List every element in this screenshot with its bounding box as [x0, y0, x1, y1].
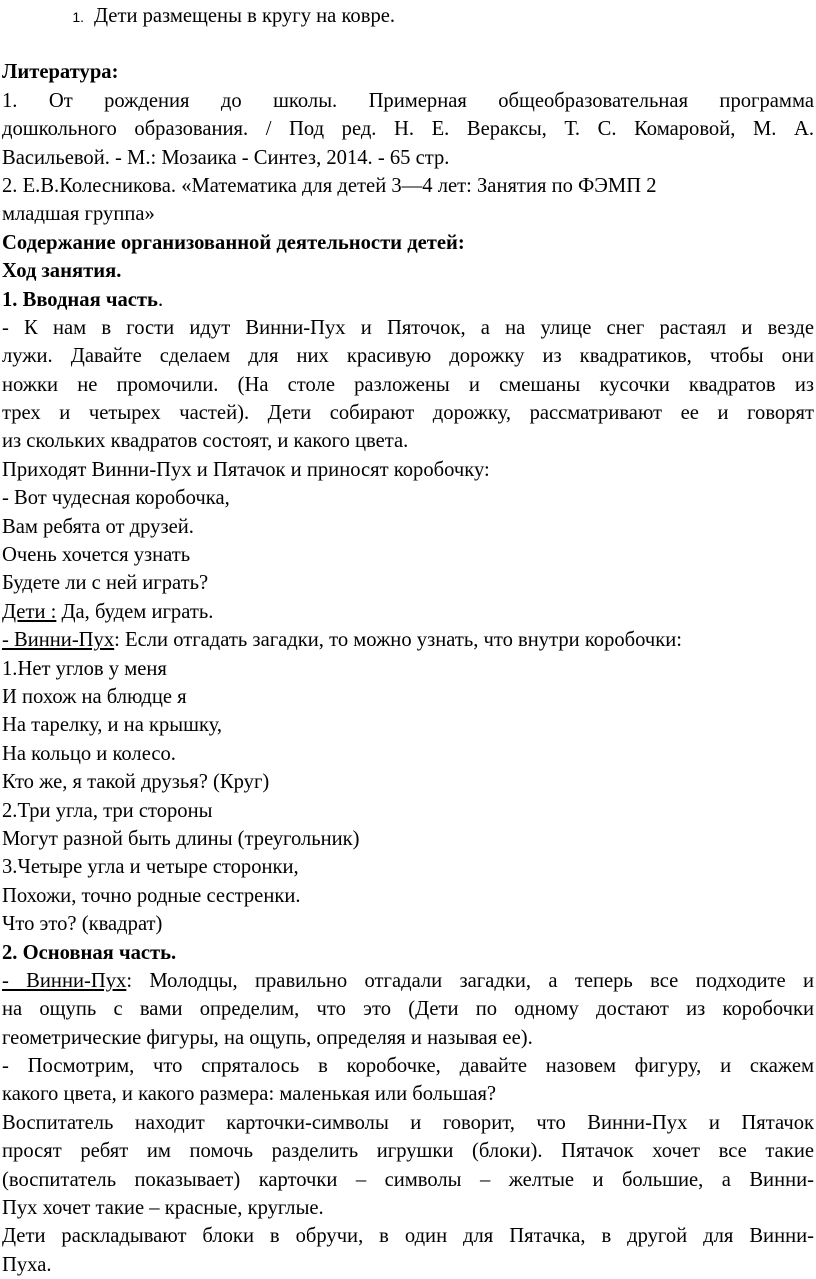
poem-line: Очень хочется узнать — [2, 544, 191, 567]
riddle-line: Кто же, я такой друзья? (Круг) — [2, 771, 270, 794]
winnie-riddle-intro — [2, 626, 816, 654]
content-heading: Содержание организованной деятельности детей: — [2, 231, 465, 254]
winnie-label: - Винни-Пух — [2, 629, 115, 652]
part-2-paragraph-line: Пуха. — [2, 1253, 52, 1276]
riddle-line: На кольцо и колесо. — [2, 742, 176, 765]
part-2-paragraph-line: (воспитатель показывает) карточки – символы – желтые и большие, а Винни- — [2, 1168, 814, 1191]
part-2-paragraph-line: - Посмотрим, что спряталось в коробочке, давайте назовем фигуру, и скажем — [2, 1055, 814, 1078]
part-1-paragraph-line: лужи. Давайте сделаем для них красивую дорожку из квадратиков, чтобы они — [2, 345, 814, 368]
part-2-paragraph-line: Дети раскладывают блоки в обручи, в один для Пятачка, в другой для Винни- — [2, 1225, 814, 1248]
part-2-paragraph-line: геометрические фигуры, на ощупь, определяя и называя ее). — [2, 1026, 533, 1049]
poem-line: Вам ребята от друзей. — [2, 515, 194, 538]
riddle-line: На тарелку, и на крышку, — [2, 714, 223, 737]
part-2-winnie-line — [2, 967, 814, 995]
riddle-line: Могут разной быть длины (треугольник) — [2, 827, 360, 850]
part-2-paragraph-line: Пух хочет такие – красные, круглые. — [2, 1197, 324, 1220]
literature-item-2-line-2: младшая группа» — [2, 203, 155, 226]
literature-item-2-line-1: 2. Е.В.Колесникова. «Математика для детей 3—4 лет: Занятия по ФЭМП 2 — [2, 174, 657, 197]
winnie-text: : Если отгадать загадки, то можно узнать, что внутри коробочки: — [114, 629, 683, 652]
literature-heading: Литература: — [2, 61, 119, 84]
list-number: 1. — [72, 9, 84, 25]
part-1-heading — [2, 286, 816, 314]
children-label: Дети : — [2, 600, 57, 623]
literature-item-1-line-1: 1. От рождения до школы. Примерная общеобразовательная программа — [2, 89, 814, 112]
poem-line: - Вот чудесная коробочка, — [2, 487, 230, 510]
part-2-paragraph-line: какого цвета, и какого размера: маленькая или большая? — [2, 1083, 497, 1106]
blank-line — [2, 30, 816, 58]
children-reply: Да, будем играть. — [56, 600, 214, 623]
part-2-paragraph-line: просят ребят им помочь разделить игрушки (блоки). Пятачок хочет все такие — [2, 1140, 814, 1163]
part-2-heading: 2. Основная часть. — [2, 941, 177, 964]
part-1-paragraph-line: - К нам в гости идут Винни-Пух и Пяточок, а на улице снег растаял и везде — [2, 316, 814, 339]
part-1-paragraph-line: из скольких квадратов состоят, и какого цвета. — [2, 430, 409, 453]
literature-item-1-line-2: дошкольного образования. / Под ред. Н. Е. Вераксы, Т. С. Комаровой, М. А. — [2, 118, 814, 141]
riddle-line: Похожи, точно родные сестренки. — [2, 884, 301, 907]
literature-item-1-line-3: Васильевой. - М.: Мозаика - Синтез, 2014. - 65 стр. — [2, 146, 450, 169]
children-reply-line — [2, 598, 816, 626]
arrival-line: Приходят Винни-Пух и Пятачок и приносят коробочку: — [2, 458, 490, 481]
intro-text: Дети размещены в кругу на ковре. — [94, 5, 396, 27]
part-1-paragraph-line: ножки не промочили. (На столе разложены и смешаны кусочки квадратов из — [2, 373, 814, 396]
riddle-line: И похож на блюдце я — [2, 685, 187, 708]
part-1-heading-dot: . — [157, 288, 164, 311]
winnie-label: - Винни-Пух — [2, 969, 127, 992]
part-2-paragraph-line: на ощупь с вами определим, что это (Дети по одному достают из коробочки — [2, 998, 814, 1021]
part-2-paragraph-line: Воспитатель находит карточки-символы и говорит, что Винни-Пух и Пятачок — [2, 1111, 814, 1134]
riddle-line: Что это? (квадрат) — [2, 913, 163, 936]
riddle-line: 2.Три угла, три стороны — [2, 799, 213, 822]
part-1-paragraph-line: трех и четырех частей). Дети собирают дорожку, рассматривают ее и говорят — [2, 402, 814, 425]
riddle-line: 1.Нет углов у меня — [2, 657, 167, 680]
part-1-heading-text: 1. Вводная часть — [2, 288, 158, 311]
poem-line: Будете ли с ней играть? — [2, 572, 209, 595]
lesson-subheading: Ход занятия. — [2, 260, 122, 283]
riddle-line: 3.Четыре угла и четыре сторонки, — [2, 856, 299, 879]
intro-list-item — [2, 2, 816, 30]
winnie-text: : Молодцы, правильно отгадали загадки, а теперь все подходите и — [126, 969, 814, 992]
